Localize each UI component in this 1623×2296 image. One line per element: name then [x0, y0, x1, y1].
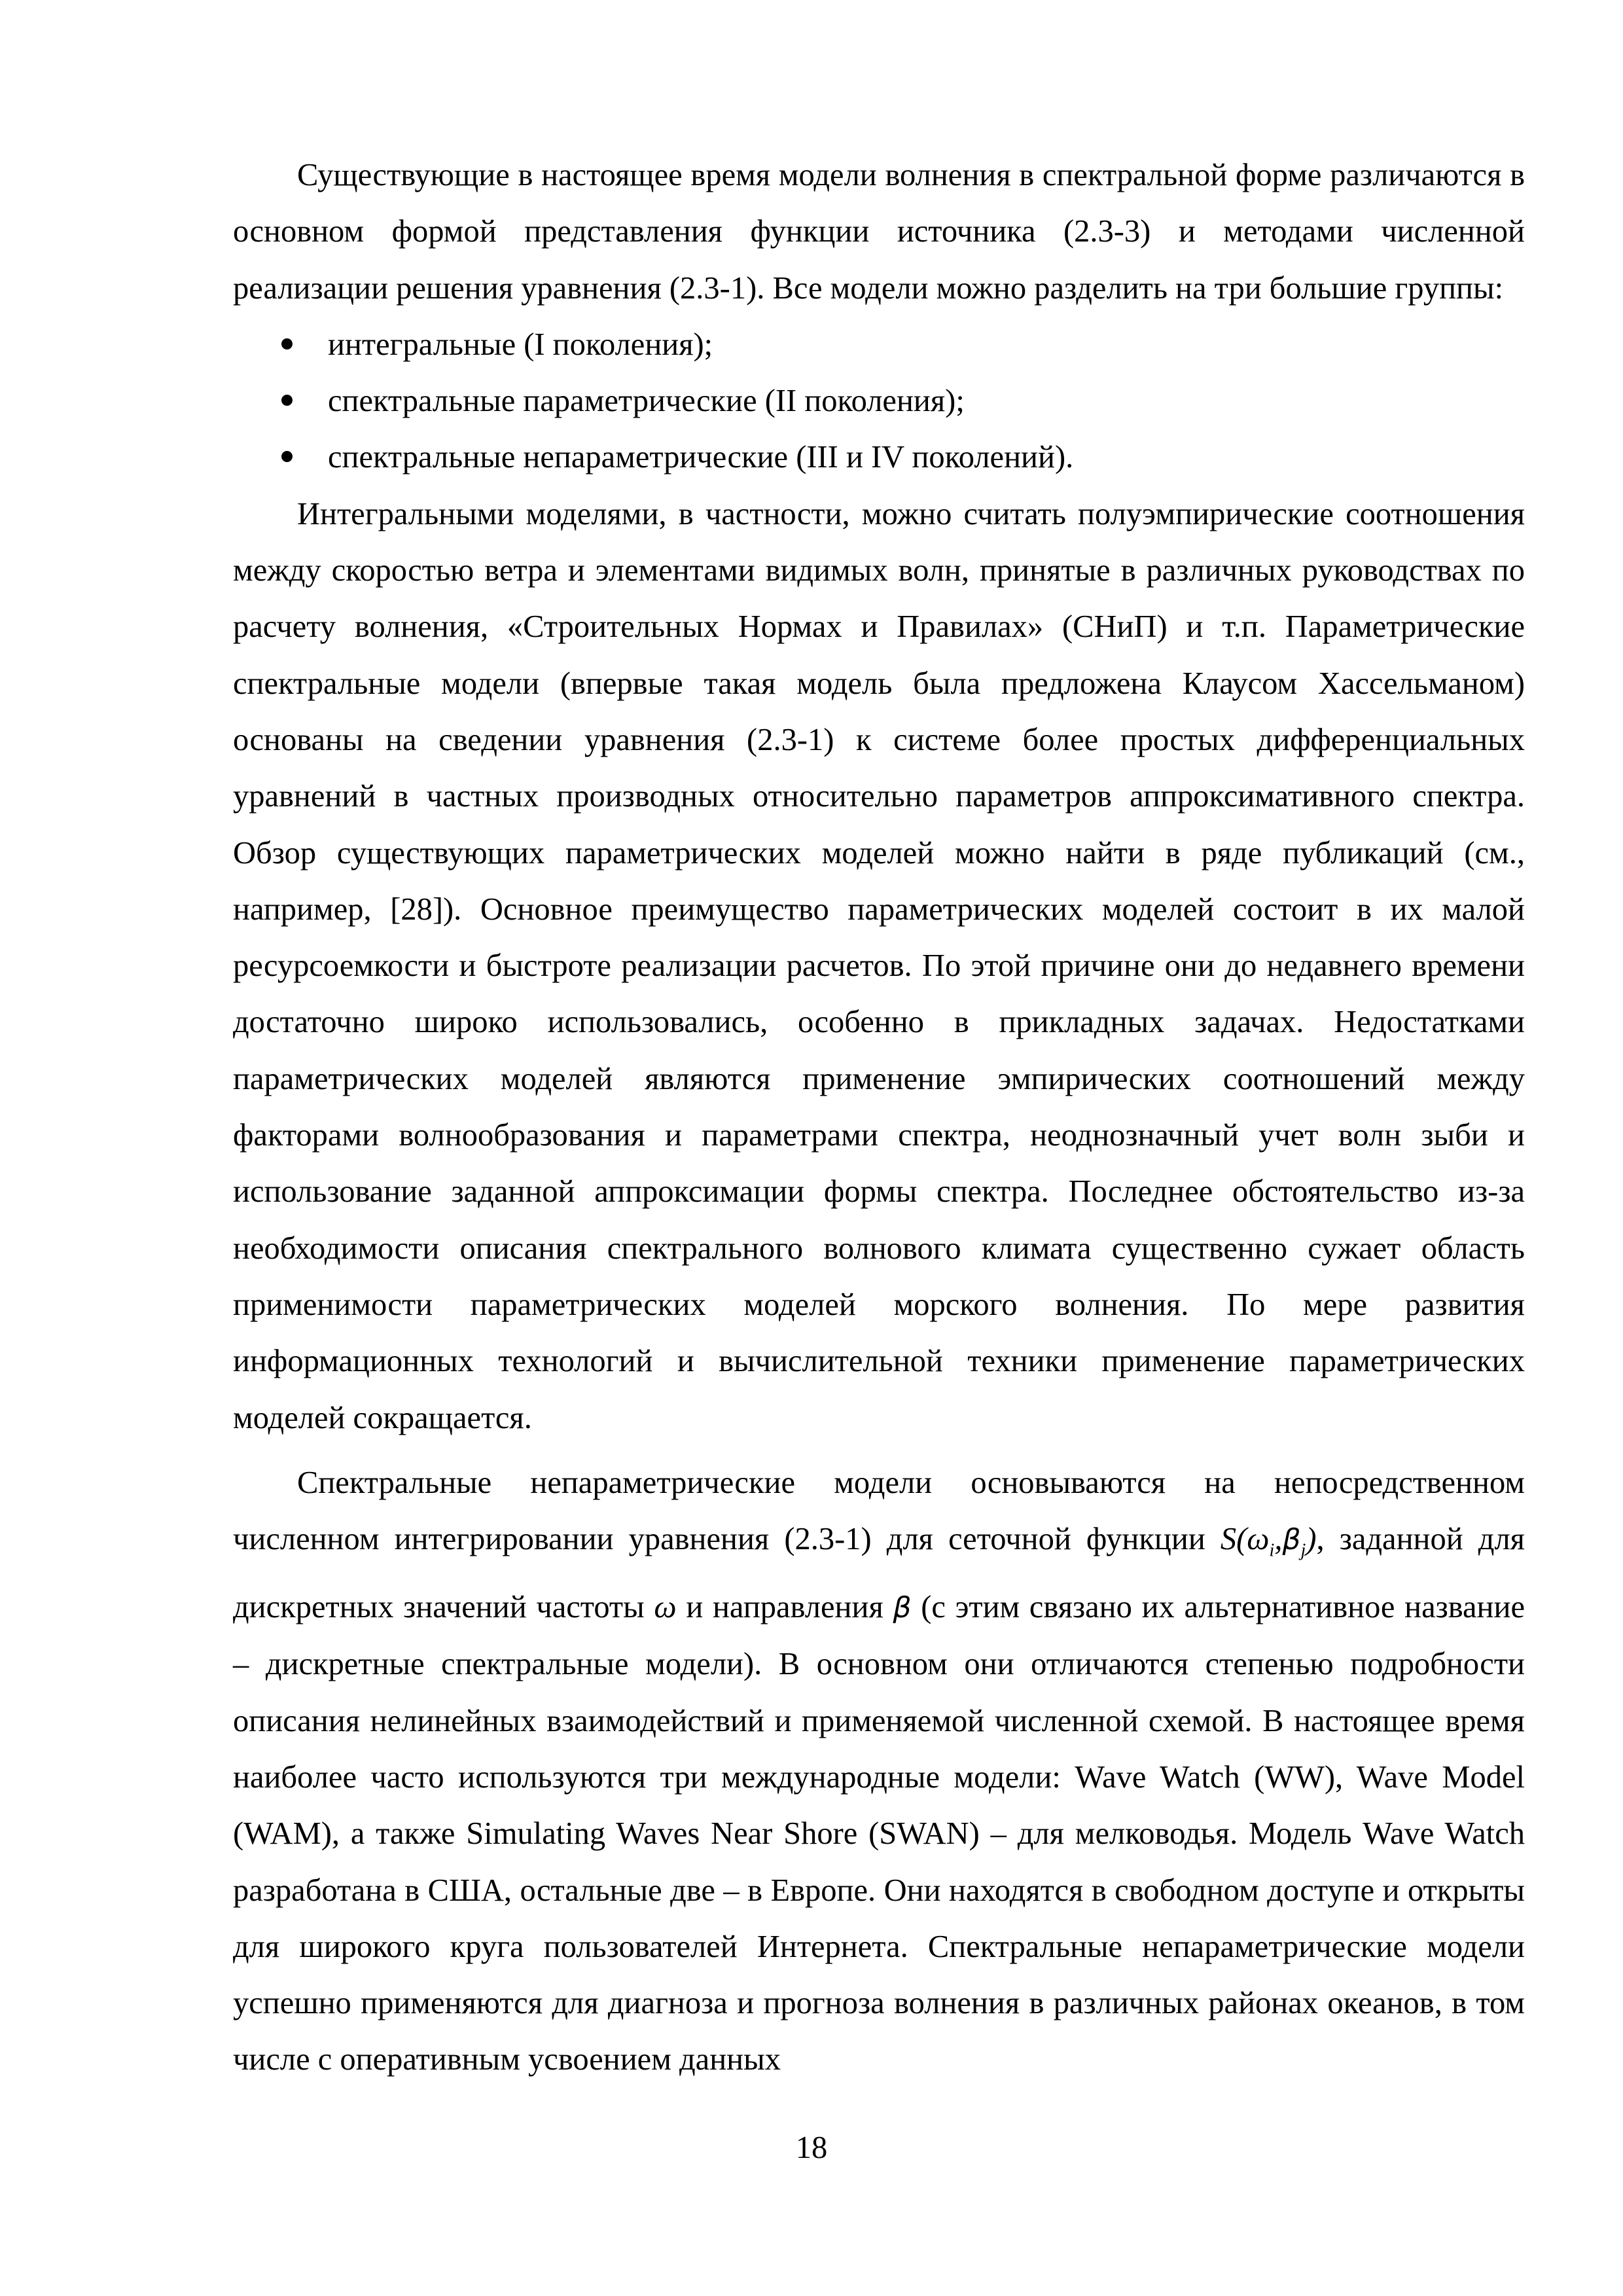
list-item	[233, 373, 1525, 429]
beta-symbol: β	[893, 1591, 912, 1625]
model-groups-list	[233, 317, 1525, 486]
document-body	[233, 147, 1525, 2089]
paragraph-nonparametric-models	[233, 1455, 1525, 2089]
page-number: 18	[795, 2130, 828, 2165]
paragraph-integral-models: Интегральными моделями, в частности, можно считать полуэмпирические соотношения между скоростью ветра и элементами видимых волн, принятые в различных руководствах по расчету волнения, «Строительных Нормах и Правилах» (СНиП) и т.п. Параметрические спектральные модели (впервые такая модель была предложена Клаусом Хассельманом) основаны на сведении уравнения (2.3-1) к системе более простых дифференциальных уравнений в частных производных относительно параметров аппроксимативного спектра. Обзор существующих параметрических моделей можно найти в ряде публикаций (см., например, [28]). Основное преимущество параметрических моделей состоит в их малой ресурсоемкости и быстроте реализации расчетов. По этой причине они до недавнего времени достаточно широко использовались, особенно в прикладных задачах. Недостатками параметрических моделей являются применение эмпирических соотношений между факторами волнообразования и параметрами спектра, неоднозначный учет волн зыби и использование заданной аппроксимации формы спектра. Последнее обстоятельство из-за необходимости описания спектрального волнового климата существенно сужает область применимости параметрических моделей морского волнения. По мере развития информационных технологий и вычислительной техники применение параметрических моделей сокращается.	[233, 496, 1525, 1435]
list-item	[233, 317, 1525, 373]
list-item-text: спектральные непараметрические (III и IV поколений).	[328, 440, 1074, 475]
paragraph-text: и направления	[676, 1590, 893, 1625]
formula-S: $S(\omega_i,\beta_j)$	[1220, 1522, 1317, 1561]
list-item-text: спектральные параметрические (II поколения);	[328, 384, 965, 419]
omega-symbol: ω	[654, 1590, 677, 1625]
paragraph-text: , заданной для дискретных значений частоты	[233, 1522, 1525, 1625]
paragraph-text: (с этим связано их альтернативное название – дискретные спектральные модели). В основном они отличаются степенью подробности описания нелинейных взаимодействий и применяемой численной схемой. В настоящее время наиболее часто используются три международные модели: Wave Watch (WW), Wave Model (WAM), а также Simulating Waves Near Shore (SWAN) – для мелководья. Модель Wave Watch разработана в США, остальные две – в Европе. Они находятся в свободном доступе и открыты для широкого круга пользователей Интернета. Спектральные непараметрические модели успешно применяются для диагноза и прогноза волнения в различных районах океанов, в том числе с оперативным усвоением данных	[233, 1590, 1525, 2077]
bullet-icon	[281, 395, 293, 406]
list-item-text: интегральные (I поколения);	[328, 327, 713, 362]
bullet-icon	[281, 451, 293, 462]
bullet-icon	[281, 338, 293, 350]
paragraph-intro: Существующие в настоящее время модели волнения в спектральной форме различаются в основном формой представления функции источника (2.3-3) и методами численной реализации решения уравнения (2.3-1). Все модели можно разделить на три большие группы:	[233, 158, 1525, 306]
list-item	[233, 429, 1525, 486]
paragraph-text: Спектральные непараметрические модели основываются на непосредственном численном интегрировании уравнения (2.3-1) для сеточной функции	[233, 1465, 1525, 1557]
